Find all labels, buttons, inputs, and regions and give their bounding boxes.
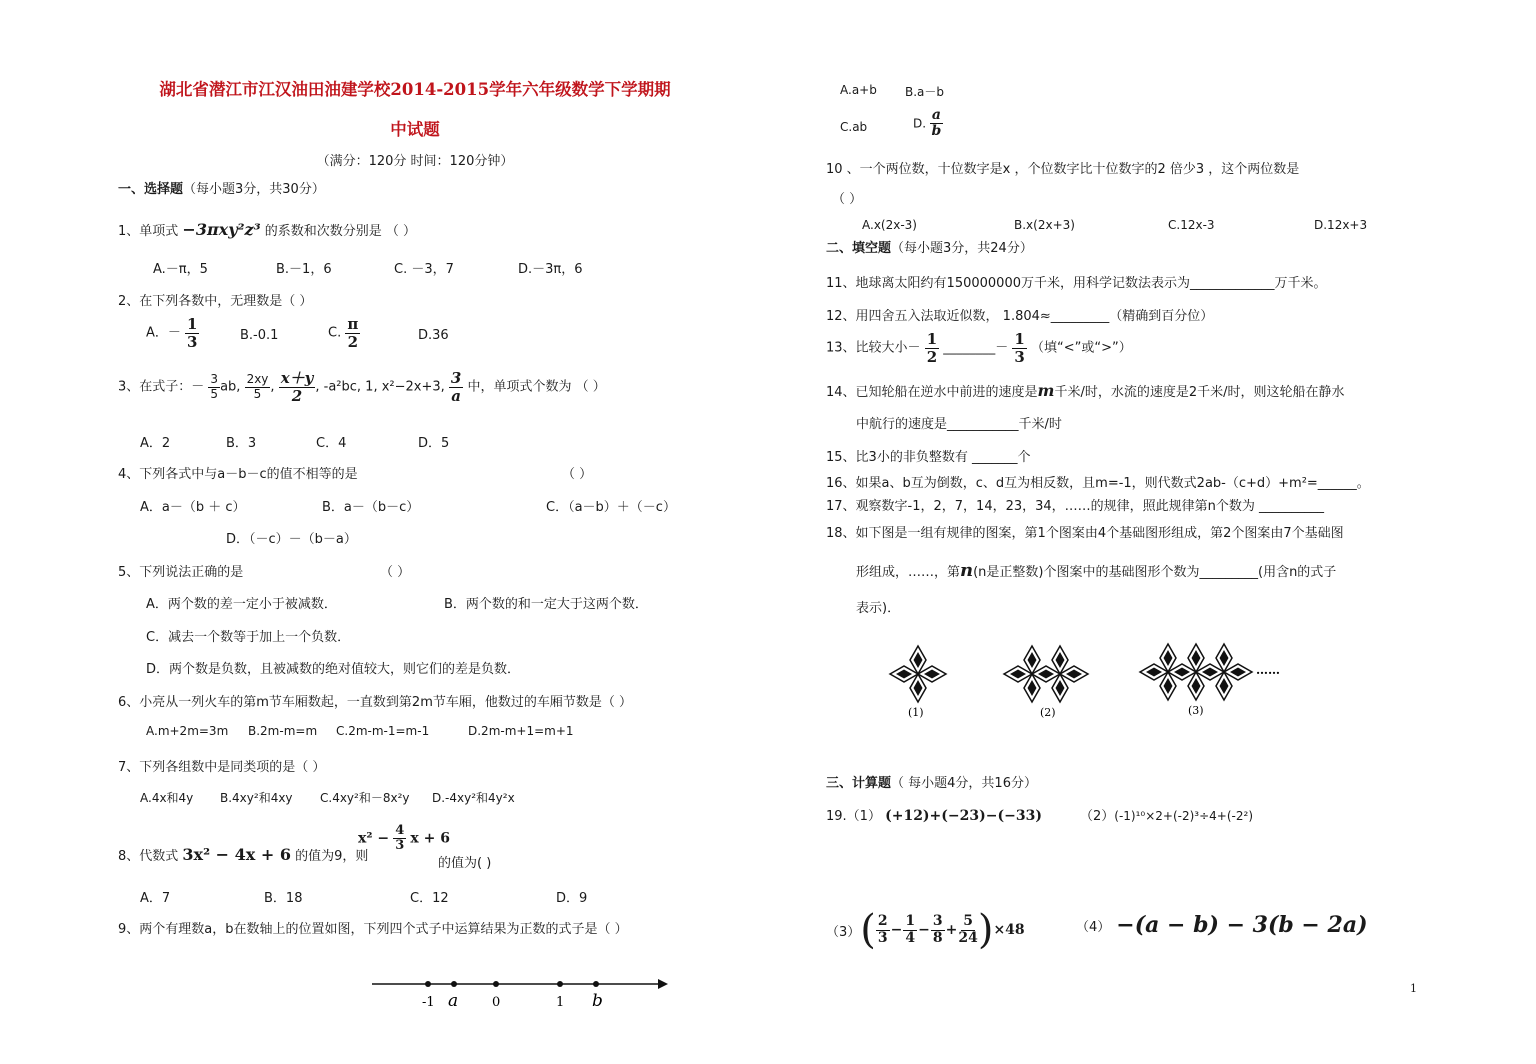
q2-option-c: C. $\frac{\pi}{2}$ [328, 315, 359, 351]
question-5: 5、下列说法正确的是 [118, 565, 244, 580]
arrow-head-icon [658, 979, 668, 989]
fraction: $\frac{a}{b}$ [931, 107, 942, 140]
q5-option-c: C．减去一个数等于加上一个负数． [146, 630, 351, 645]
q2-option-d: D.36 [418, 328, 449, 343]
question-7: 7、下列各组数中是同类项的是（ ） [118, 760, 326, 775]
q2-option-a: A．－ $\frac{1}{3}$ [146, 315, 198, 351]
q7-option-c: C.4xy²和－8x²y [320, 791, 410, 805]
q6-option-c: C.2m-m-1=m-1 [336, 724, 430, 738]
question-2: 2、在下列各数中，无理数是（ ） [118, 294, 313, 309]
q1-option-d: D.－3π，6 [518, 262, 583, 277]
section-heading: 二、填空题（每小题3分，共24分） [826, 241, 1033, 256]
q3-option-d: D．5 [418, 436, 450, 451]
fraction: $\frac{1}{3}$ [187, 315, 198, 351]
question-6: 6、小亮从一列火车的第m节车厢数起，一直数到第2m节车厢，他数过的车厢节数是（ ） [118, 695, 633, 710]
question-18-cont: 形组成，……，第n(n是正整数)个图案中的基础图形个数为_________(用含n的式子 [856, 560, 1337, 581]
fraction: $\frac{3}{8}$ [932, 913, 943, 946]
q1-option-b: B.－1，6 [276, 262, 332, 277]
question-13: 13、比较大小－ $\frac{1}{2}$ ________－ $\frac{1}{3}$ （填“<”或“>”） [826, 330, 1132, 366]
point-one [557, 981, 563, 987]
label-a: a [448, 991, 459, 1011]
q1-option-c: C. －3，7 [394, 262, 454, 277]
question-19-part1: 19.（1） (+12)+(−23)−(−33) [826, 808, 1042, 824]
question-10: 10 、一个两位数，十位数字是x ，个位数字比十位数字的2 倍少3 ，这个两位数是 [826, 162, 1300, 177]
fraction: $\frac{2}{3}$ [877, 913, 888, 946]
question-16: 16、如果a、b互为倒数，c、d互为相反数，且m=-1，则代数式2ab-（c+d）+m²=______。 [826, 476, 1370, 491]
q3-option-a: A．2 [140, 436, 171, 451]
q6-option-b: B.2m-m=m [248, 724, 318, 738]
q8-option-d: D．9 [556, 891, 588, 906]
point-b [593, 981, 599, 987]
q8-option-c: C．12 [410, 891, 449, 906]
q5-option-a: A．两个数的差一定小于被减数． [146, 597, 337, 612]
point-a [451, 981, 457, 987]
q8-target-expression: x² − $\frac{4}{3}$ x + 6 [358, 823, 450, 854]
question-4: 4、下列各式中与a－b－c的值不相等的是 [118, 467, 358, 482]
q10-option-c: C.12x-3 [1168, 218, 1215, 232]
q4-option-c: C．（a－b）＋（－c） [546, 500, 676, 515]
fraction: $\frac{x+y}{2}$ [280, 369, 314, 405]
q1-expression: −3πxy²z³ [182, 220, 261, 239]
question-14-cont: 中航行的速度是___________千米/时 [856, 417, 1062, 432]
label-minus-one: -1 [422, 995, 435, 1010]
question-12: 12、用四舍五入法取近似数， 1.804≈_________（精确到百分位） [826, 309, 1214, 324]
pattern-2 [1004, 646, 1088, 702]
q8-expression: 3x² − 4x + 6 [182, 845, 291, 864]
right-paren-icon: ) [977, 907, 994, 953]
question-3: 3、在式子：－ $\frac{3}{5}$ ab, $\frac{2xy}{5}$ , $\frac{x+y}{2}$ , -a²bc, 1, x²−2x+3, $\frac{3}{a}$ 中，单项式个数为 （ ） [118, 369, 606, 405]
q8-suffix: 的值为( ) [438, 856, 492, 871]
pattern-ellipsis: …… [1256, 663, 1280, 677]
q7-option-d: D.-4xy²和4y²x [432, 791, 515, 805]
label-b: b [592, 991, 603, 1011]
q3-option-b: B．3 [226, 436, 257, 451]
q10-option-a: A.x(2x-3) [862, 218, 917, 232]
q6-option-a: A.m+2m=3m [146, 724, 229, 738]
label-zero: 0 [492, 995, 501, 1010]
pattern-label-2: (2) [1040, 706, 1056, 719]
q5-option-b: B．两个数的和一定大于这两个数． [444, 597, 648, 612]
fraction: $\frac{1}{4}$ [905, 913, 916, 946]
q9-option-b: B.a－b [905, 85, 945, 99]
question-8: 8、代数式 3x² − 4x + 6 的值为9，则 [118, 845, 369, 864]
q9-option-d: D. $\frac{a}{b}$ [913, 107, 942, 140]
q9-option-a: A.a+b [840, 83, 877, 97]
question-9: 9、两个有理数a，b在数轴上的位置如图，下列四个式子中运算结果为正数的式子是（ ） [118, 922, 628, 937]
q1-option-a: A.－π，5 [153, 262, 208, 277]
pattern-label-3: (3) [1188, 704, 1204, 717]
q3-option-c: C．4 [316, 436, 347, 451]
q2-option-b: B.-0.1 [240, 328, 279, 343]
q7-option-a: A.4x和4y [140, 791, 194, 805]
q7-option-b: B.4xy²和4xy [220, 791, 293, 805]
q6-option-d: D.2m-m+1=m+1 [468, 724, 574, 738]
left-paren-icon: ( [860, 907, 876, 953]
question-1: 1、单项式 −3πxy²z³ 的系数和次数分别是 （ ） [118, 220, 417, 239]
q10-answer-paren: （ ） [832, 192, 863, 207]
question-11: 11、地球离太阳约有150000000万千米，用科学记数法表示为_____________万千米。 [826, 276, 1327, 291]
question-17: 17、观察数字-1，2，7，14，23，34，……的规律，照此规律第n个数为 __________ [826, 499, 1325, 514]
q4-option-a: A．a－（b ＋ c） [140, 500, 246, 515]
section-heading: 三、计算题（ 每小题4分，共16分） [826, 776, 1037, 791]
q10-option-d: D.12x+3 [1314, 218, 1368, 232]
exam-subtitle: （满分：120分 时间：120分钟） [316, 154, 514, 169]
fraction: $\frac{1}{3}$ [1014, 330, 1025, 366]
q8-option-b: B．18 [264, 891, 303, 906]
fraction: $\frac{3}{a}$ [450, 369, 462, 405]
page-title-cont: 中试题 [390, 120, 440, 139]
page-title: 湖北省潜江市江汉油田油建学校2014-2015学年六年级数学下学期期 [159, 80, 671, 99]
section-heading: 一、选择题（每小题3分，共30分） [118, 182, 325, 197]
pattern-1 [890, 646, 946, 702]
q4-option-b: B．a－（b－c） [322, 500, 420, 515]
q10-option-b: B.x(2x+3) [1014, 218, 1075, 232]
q4-answer-paren: （ ） [562, 467, 593, 482]
label-one: 1 [556, 995, 565, 1010]
question-19-part4: （4） −(a − b) − 3(b − 2a) [1076, 912, 1368, 938]
question-15: 15、比3小的非负整数有 _______个 [826, 450, 1031, 465]
fraction: $\frac{1}{2}$ [926, 330, 938, 366]
q9-option-c: C.ab [840, 120, 868, 134]
fraction: $\frac{3}{5}$ [210, 372, 219, 401]
point-minus-one [425, 981, 431, 987]
q5-answer-paren: （ ） [380, 565, 411, 580]
q5-option-d: D．两个数是负数，且被减数的绝对值较大，则它们的差是负数． [146, 662, 521, 677]
question-18-end: 表示)． [856, 601, 901, 616]
number-line-figure [366, 970, 676, 1014]
question-18: 18、如下图是一组有规律的图案，第1个图案由4个基础图形组成，第2个图案由7个基础图 [826, 526, 1344, 541]
page-number: 1 [1410, 982, 1417, 995]
pattern-figure [884, 640, 1294, 724]
question-19-part3: （3） ( $\frac{2}{3}$ − $\frac{1}{4}$ − $\frac{3}{8}$ + $\frac{5}{24}$ ) ×48 [826, 907, 1025, 953]
fraction: $\frac{2xy}{5}$ [246, 372, 269, 401]
q8-option-a: A．7 [140, 891, 171, 906]
question-14: 14、已知轮船在逆水中前进的速度是m千米/时，水流的速度是2千米/时，则这轮船在静水 [826, 381, 1345, 400]
q4-option-d: D．（－c）－（b－a） [226, 532, 357, 547]
point-zero [493, 981, 499, 987]
pattern-label-1: (1) [908, 706, 924, 719]
fraction: $\frac{5}{24}$ [958, 913, 978, 946]
pattern-3 [1140, 644, 1252, 700]
fraction: $\frac{\pi}{2}$ [347, 315, 359, 351]
fraction: $\frac{4}{3}$ [395, 823, 405, 854]
question-19-part2: （2）(-1)¹⁰×2+(-2)³÷4+(-2²) [1080, 809, 1253, 824]
